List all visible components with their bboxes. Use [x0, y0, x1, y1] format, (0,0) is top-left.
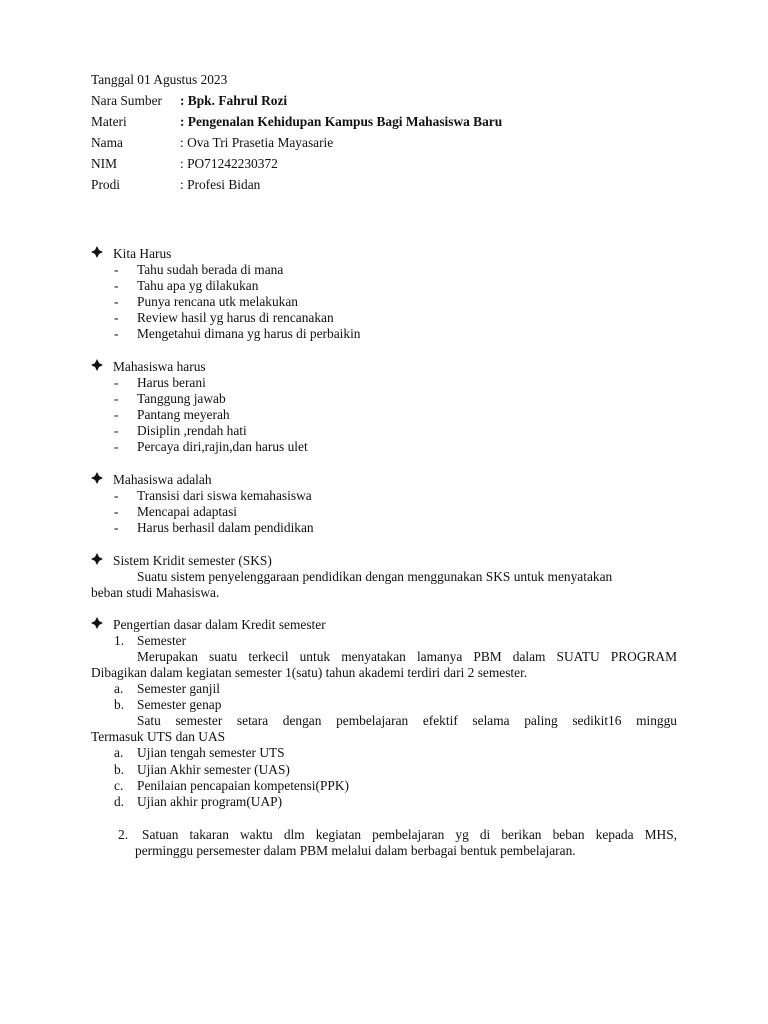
- list-item: Mencapai adaptasi: [137, 504, 238, 519]
- diamond-bullet-icon: [91, 359, 105, 375]
- dash-marker: -: [114, 375, 119, 390]
- header-label-prodi: Prodi: [91, 177, 121, 192]
- section-heading-sks: Sistem Kridit semester (SKS): [113, 553, 272, 568]
- list-item: Pantang meyerah: [137, 407, 230, 422]
- dash-marker: -: [114, 504, 119, 519]
- header-label-nara-sumber: Nara Sumber: [91, 93, 163, 108]
- section-heading-mahasiswa-adalah: Mahasiswa adalah: [113, 472, 212, 487]
- document-date: Tanggal 01 Agustus 2023: [91, 72, 228, 87]
- header-value-nara-sumber: : Bpk. Fahrul Rozi: [180, 93, 288, 108]
- section-heading-mahasiswa-harus: Mahasiswa harus: [113, 359, 206, 374]
- header-label-nim: NIM: [91, 156, 118, 171]
- paragraph-line: Satuan takaran waktu dlm kegiatan pembelajaran yg di berikan beban kepada MHS,: [142, 827, 677, 842]
- letter-marker: c.: [114, 778, 124, 793]
- list-item: Punya rencana utk melakukan: [137, 294, 299, 309]
- header-label-nama: Nama: [91, 135, 123, 150]
- numbered-item-label: Semester: [137, 633, 187, 648]
- list-item: Harus berhasil dalam pendidikan: [137, 520, 314, 535]
- list-item: Semester ganjil: [137, 681, 220, 696]
- paragraph-line: Dibagikan dalam kegiatan semester 1(satu) tahun akademi terdiri dari 2 semester.: [91, 665, 528, 680]
- header-value-nama: : Ova Tri Prasetia Mayasarie: [180, 135, 334, 150]
- list-item: Tahu apa yg dilakukan: [137, 278, 259, 293]
- letter-marker: a.: [114, 745, 124, 760]
- list-item: Semester genap: [137, 697, 222, 712]
- list-item: Percaya diri,rajin,dan harus ulet: [137, 439, 308, 454]
- dash-marker: -: [114, 326, 119, 341]
- list-item: Harus berani: [137, 375, 206, 390]
- diamond-bullet-icon: [91, 472, 105, 488]
- dash-marker: -: [114, 391, 119, 406]
- letter-marker: b.: [114, 762, 125, 777]
- list-item: Disiplin ,rendah hati: [137, 423, 247, 438]
- header-value-prodi: : Profesi Bidan: [180, 177, 261, 192]
- paragraph-line: Merupakan suatu terkecil untuk menyatakan lamanya PBM dalam SUATU PROGRAM: [137, 649, 677, 664]
- dash-marker: -: [114, 488, 119, 503]
- paragraph-line: Suatu sistem penyelenggaraan pendidikan dengan menggunakan SKS untuk menyatakan: [137, 569, 613, 584]
- list-item: Tahu sudah berada di mana: [137, 262, 284, 277]
- header-value-materi: : Pengenalan Kehidupan Kampus Bagi Mahasiswa Baru: [180, 114, 503, 129]
- header-label-materi: Materi: [91, 114, 127, 129]
- dash-marker: -: [114, 407, 119, 422]
- numbered-marker: 1.: [114, 633, 125, 648]
- diamond-bullet-icon: [91, 617, 105, 633]
- header-value-nim: : PO71242230372: [180, 156, 278, 171]
- dash-marker: -: [114, 262, 119, 277]
- list-item: Ujian Akhir semester (UAS): [137, 762, 290, 777]
- paragraph-line: Termasuk UTS dan UAS: [91, 729, 226, 744]
- dash-marker: -: [114, 294, 119, 309]
- section-heading-kita-harus: Kita Harus: [113, 246, 172, 261]
- diamond-bullet-icon: [91, 246, 105, 262]
- letter-marker: a.: [114, 681, 124, 696]
- list-item: Mengetahui dimana yg harus di perbaikin: [137, 326, 361, 341]
- section-heading-pengertian: Pengertian dasar dalam Kredit semester: [113, 617, 326, 632]
- paragraph-line: perminggu persemester dalam PBM melalui dalam berbagai bentuk pembelajaran.: [135, 843, 576, 858]
- list-item: Ujian akhir program(UAP): [137, 794, 283, 809]
- letter-marker: d.: [114, 794, 125, 809]
- list-item: Transisi dari siswa kemahasiswa: [137, 488, 312, 503]
- dash-marker: -: [114, 520, 119, 535]
- list-item: Tanggung jawab: [137, 391, 226, 406]
- dash-marker: -: [114, 439, 119, 454]
- dash-marker: -: [114, 310, 119, 325]
- paragraph-line: Satu semester setara dengan pembelajaran efektif selama paling sedikit16 minggu: [137, 713, 677, 728]
- diamond-bullet-icon: [91, 553, 105, 569]
- paragraph-line: beban studi Mahasiswa.: [91, 585, 220, 600]
- list-item: Penilaian pencapaian kompetensi(PPK): [137, 778, 349, 793]
- list-item: Ujian tengah semester UTS: [137, 745, 285, 760]
- letter-marker: b.: [114, 697, 125, 712]
- list-item: Review hasil yg harus di rencanakan: [137, 310, 334, 325]
- dash-marker: -: [114, 278, 119, 293]
- numbered-marker: 2.: [118, 827, 129, 842]
- dash-marker: -: [114, 423, 119, 438]
